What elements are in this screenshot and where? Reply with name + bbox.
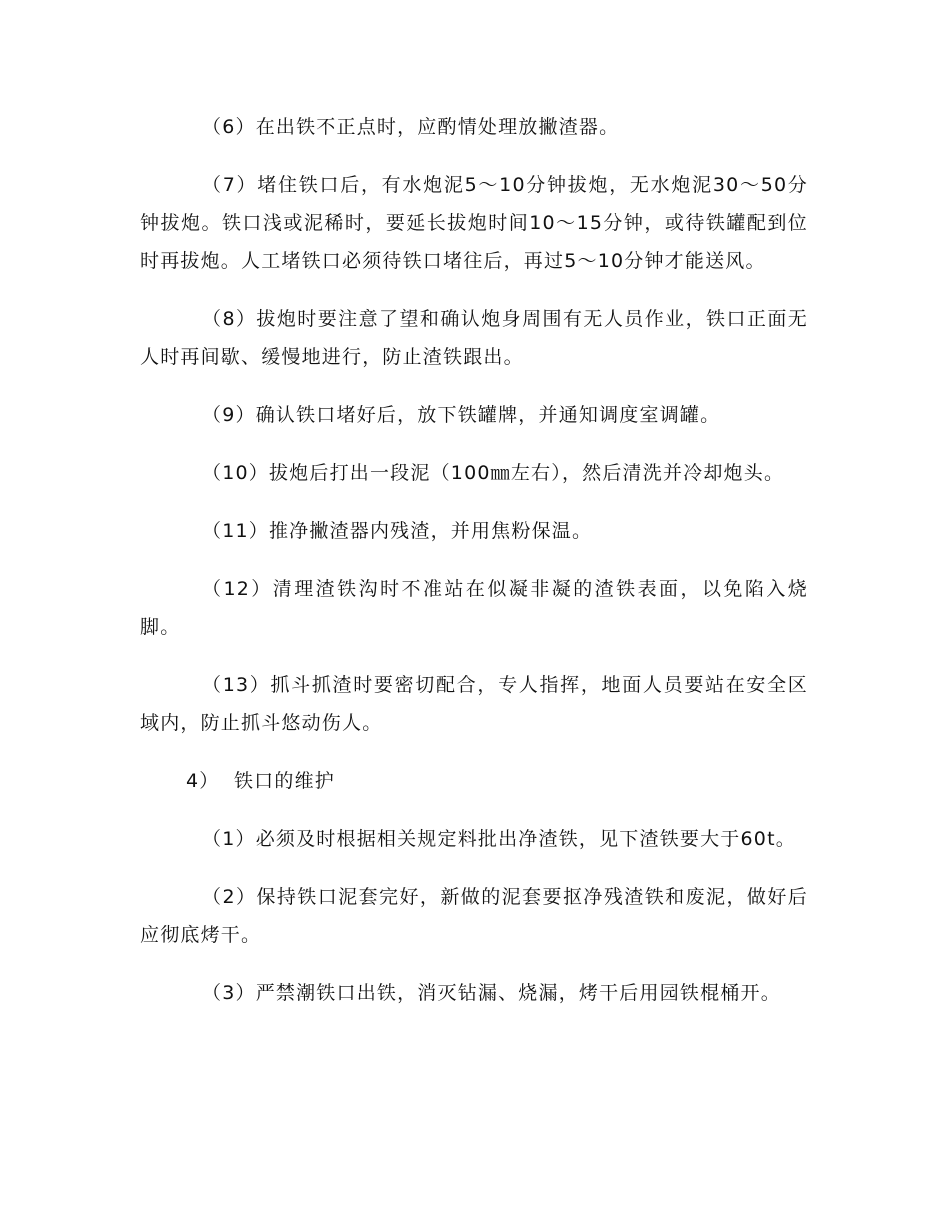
document-body	[140, 108, 808, 1032]
paragraph-9: （9）确认铁口堵好后，放下铁罐牌，并通知调度室调罐。	[202, 404, 721, 426]
paragraph-7: （7）堵住铁口后，有水炮泥5～10分钟拔炮，无水炮泥30～50分钟拔炮。铁口浅或泥稀时，要延长拔炮时间10～15分钟，或待铁罐配到位时再拔炮。人工堵铁口必须待铁口堵往后，再过5～10分钟才能送风。	[140, 174, 808, 272]
paragraph-12: （12）清理渣铁沟时不准站在似凝非凝的渣铁表面，以免陷入烧脚。	[140, 578, 808, 638]
paragraph-8: （8）拔炮时要注意了望和确认炮身周围有无人员作业，铁口正面无人时再间歇、缓慢地进行，防止渣铁跟出。	[140, 308, 808, 368]
paragraph-6: （6）在出铁不正点时，应酌情处理放撇渣器。	[202, 116, 620, 138]
section-paragraph-3: （3）严禁潮铁口出铁，消灭钻漏、烧漏，烤干后用园铁棍桶开。	[202, 982, 781, 1004]
section-heading: 4） 铁口的维护	[186, 770, 335, 792]
paragraph-10: （10）拔炮后打出一段泥（100㎜左右），然后清洗并冷却炮头。	[202, 462, 785, 484]
section-paragraph-1: （1）必须及时根据相关规定料批出净渣铁，见下渣铁要大于60t。	[202, 828, 796, 850]
paragraph-13: （13）抓斗抓渣时要密切配合，专人指挥，地面人员要站在安全区域内，防止抓斗悠动伤人。	[140, 674, 808, 734]
section-paragraph-2: （2）保持铁口泥套完好，新做的泥套要抠净残渣铁和废泥，做好后应彻底烤干。	[140, 886, 808, 946]
paragraph-11: （11）推净撇渣器内残渣，并用焦粉保温。	[202, 520, 593, 542]
